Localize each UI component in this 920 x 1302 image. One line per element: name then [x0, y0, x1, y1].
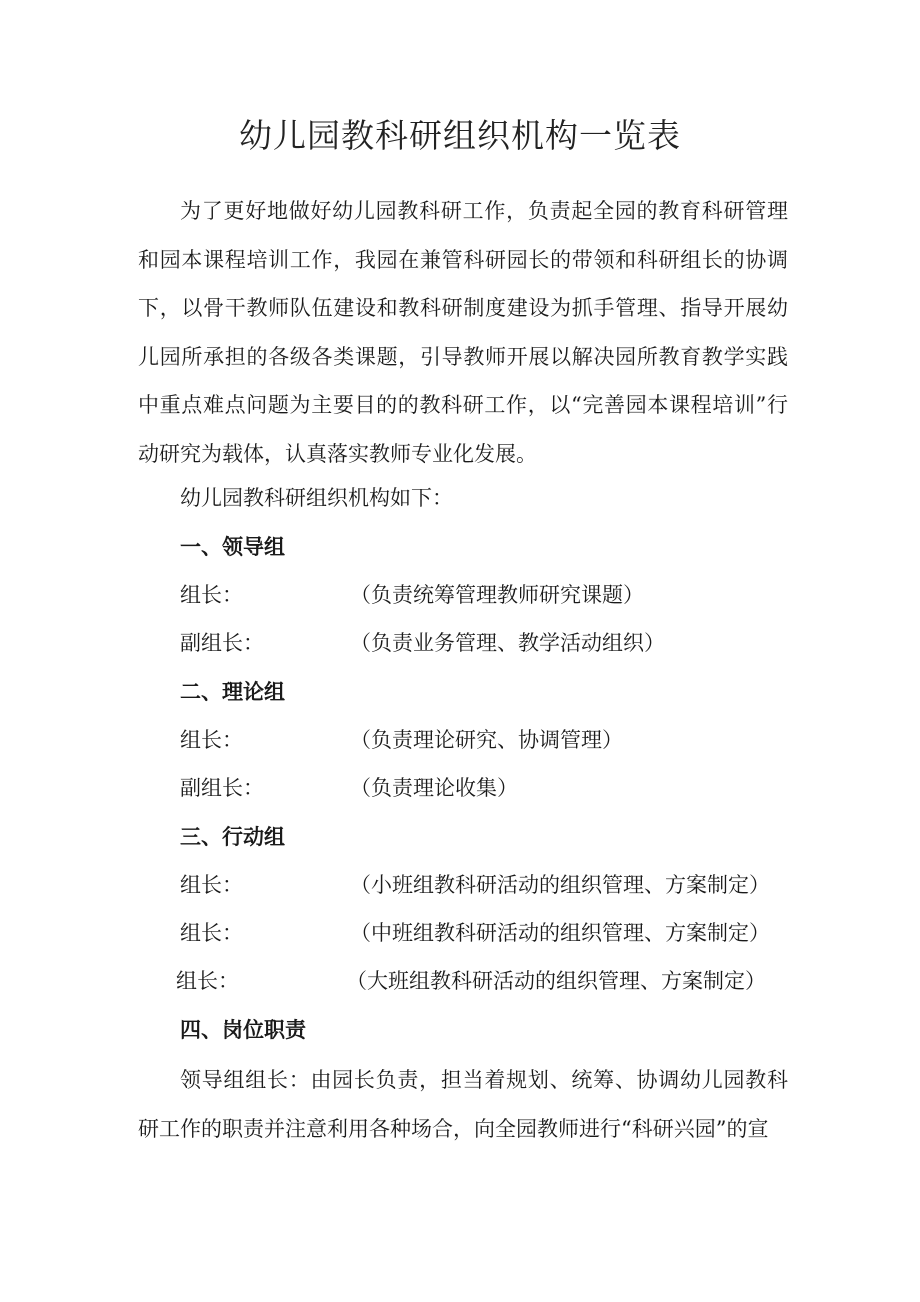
- section-heading-leadership: 一、领导组: [180, 535, 285, 559]
- role-label: 副组长：: [180, 776, 264, 800]
- role-description: （负责业务管理、教学活动组织）: [350, 631, 665, 655]
- role-description: （负责理论研究、协调管理）: [350, 728, 623, 752]
- role-description: （中班组教科研活动的组织管理、方案制定）: [350, 921, 770, 945]
- role-description: （大班组教科研活动的组织管理、方案制定）: [346, 969, 766, 993]
- role-label: 组长：: [180, 921, 243, 945]
- role-label: 副组长：: [180, 631, 264, 655]
- org-intro-text: 幼儿园教科研组织机构如下：: [180, 486, 453, 510]
- document-title: 幼儿园教科研组织机构一览表: [239, 116, 681, 155]
- role-description: （负责统筹管理教师研究课题）: [350, 583, 644, 607]
- intro-paragraph: 为了更好地做好幼儿园教科研工作，负责起全园的教育科研管理和园本课程培训工作，我园在兼管科研园长的带领和科研组长的协调下，以骨干教师队伍建设和教科研制度建设为抓手管理、指导开展幼儿园所承担的各级各类课题，引导教师开展以解决园所教育教学实践中重点难点问题为主要目的的教科研工作，以“完善园本课程培训”行动研究为载体，认真落实教师专业化发展。: [138, 199, 788, 466]
- role-label: 组长：: [176, 969, 239, 993]
- role-description: （负责理论收集）: [350, 776, 518, 800]
- role-label: 组长：: [180, 728, 243, 752]
- duty-paragraph: 领导组组长：由园长负责，担当着规划、统筹、协调幼儿园教科研工作的职责并注意利用各种场合，向全园教师进行“科研兴园”的宣: [138, 1068, 788, 1141]
- section-heading-action: 三、行动组: [180, 825, 285, 849]
- section-heading-theory: 二、理论组: [180, 680, 285, 704]
- role-label: 组长：: [180, 583, 243, 607]
- role-label: 组长：: [180, 873, 243, 897]
- section-heading-duties: 四、岗位职责: [180, 1018, 306, 1042]
- role-description: （小班组教科研活动的组织管理、方案制定）: [350, 873, 770, 897]
